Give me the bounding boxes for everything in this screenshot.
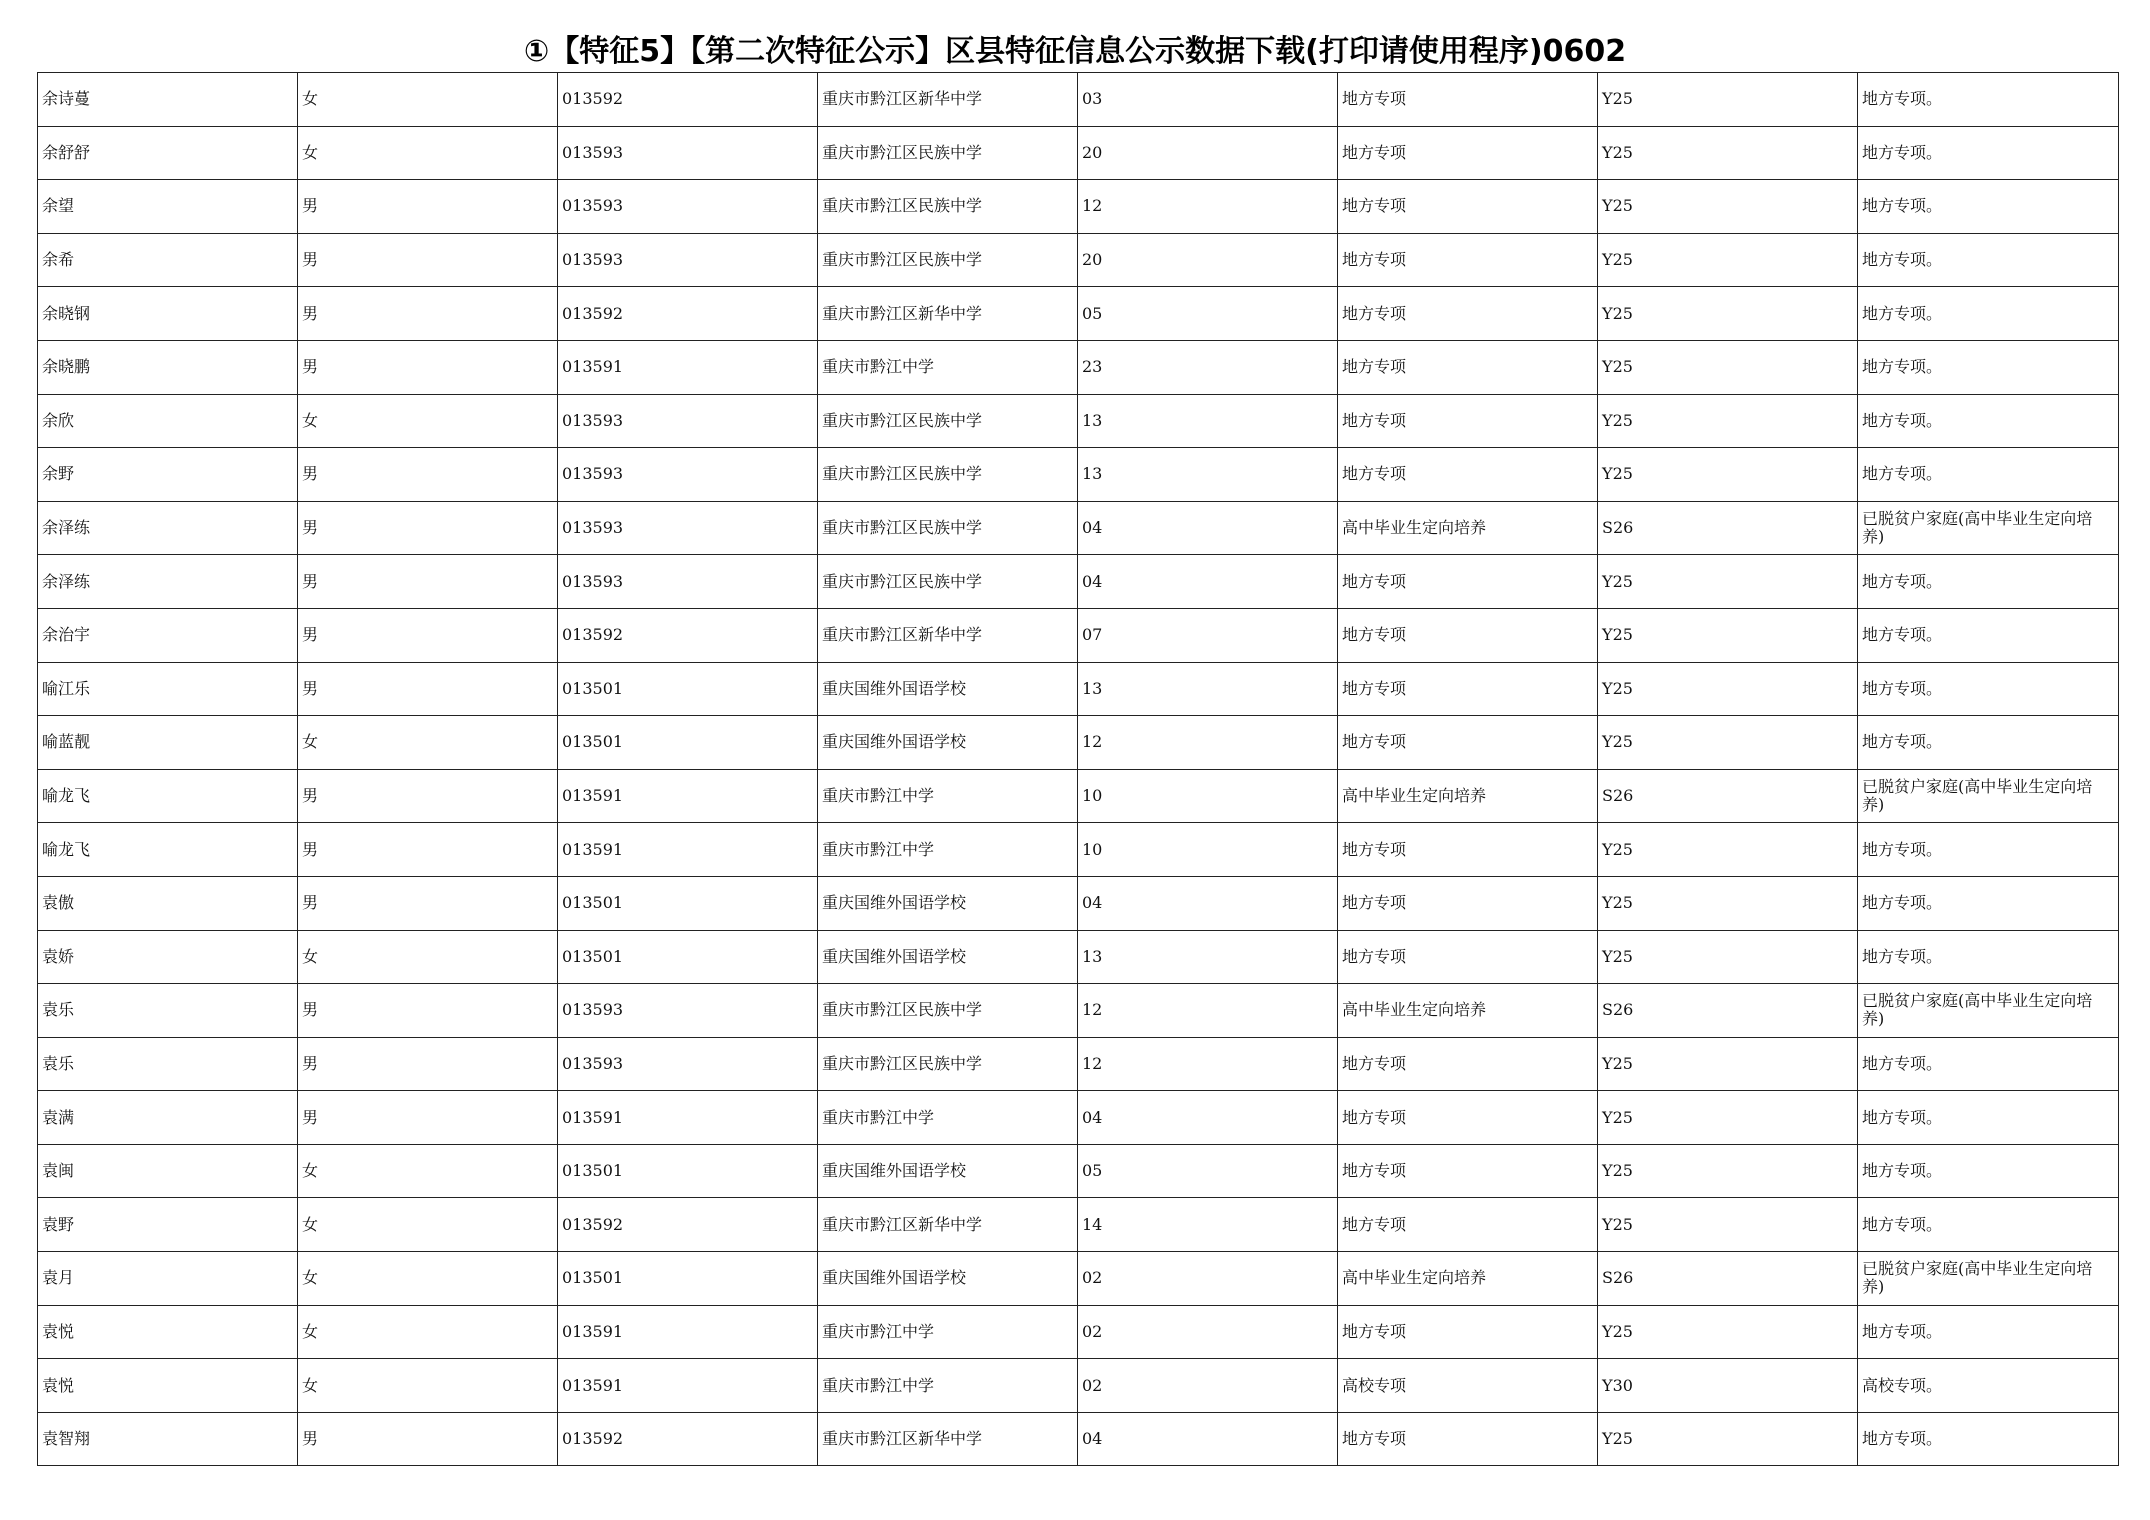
name-cell: 袁野: [38, 1198, 298, 1252]
class-cell: 04: [1078, 1091, 1338, 1145]
note-cell: 地方专项。: [1858, 1091, 2119, 1145]
table-row: [38, 662, 2119, 716]
class-cell: 05: [1078, 1144, 1338, 1198]
class-cell: 02: [1078, 1359, 1338, 1413]
table-row: [38, 448, 2119, 502]
class-cell: 12: [1078, 984, 1338, 1038]
name-cell: 喻龙飞: [38, 823, 298, 877]
school-code-cell: 013501: [558, 1144, 818, 1198]
program-type-cell: 地方专项: [1338, 876, 1598, 930]
gender-cell: 女: [298, 1144, 558, 1198]
note-cell: 地方专项。: [1858, 716, 2119, 770]
note-cell: 地方专项。: [1858, 930, 2119, 984]
program-type-cell: 地方专项: [1338, 287, 1598, 341]
table-row: [38, 233, 2119, 287]
school-code-cell: 013592: [558, 73, 818, 127]
program-code-cell: Y25: [1598, 608, 1858, 662]
school-name-cell: 重庆国维外国语学校: [818, 716, 1078, 770]
gender-cell: 男: [298, 340, 558, 394]
note-cell: 已脱贫户家庭(高中毕业生定向培养): [1858, 984, 2119, 1038]
gender-cell: 男: [298, 233, 558, 287]
school-name-cell: 重庆市黔江中学: [818, 823, 1078, 877]
class-cell: 20: [1078, 126, 1338, 180]
table-row: [38, 716, 2119, 770]
gender-cell: 男: [298, 984, 558, 1038]
program-type-cell: 地方专项: [1338, 555, 1598, 609]
school-code-cell: 013501: [558, 930, 818, 984]
note-cell: 地方专项。: [1858, 662, 2119, 716]
program-code-cell: Y25: [1598, 930, 1858, 984]
table-row: [38, 876, 2119, 930]
school-code-cell: 013592: [558, 1412, 818, 1466]
table-row: [38, 1412, 2119, 1466]
school-name-cell: 重庆市黔江中学: [818, 340, 1078, 394]
school-code-cell: 013501: [558, 876, 818, 930]
program-type-cell: 地方专项: [1338, 448, 1598, 502]
program-code-cell: Y25: [1598, 1412, 1858, 1466]
program-type-cell: 高中毕业生定向培养: [1338, 1252, 1598, 1306]
gender-cell: 男: [298, 180, 558, 234]
class-cell: 12: [1078, 716, 1338, 770]
class-cell: 10: [1078, 823, 1338, 877]
note-cell: 地方专项。: [1858, 73, 2119, 127]
gender-cell: 男: [298, 1037, 558, 1091]
program-code-cell: Y25: [1598, 1198, 1858, 1252]
note-cell: 地方专项。: [1858, 1412, 2119, 1466]
class-cell: 02: [1078, 1252, 1338, 1306]
program-code-cell: Y25: [1598, 823, 1858, 877]
school-code-cell: 013593: [558, 448, 818, 502]
note-cell: 地方专项。: [1858, 876, 2119, 930]
program-type-cell: 地方专项: [1338, 930, 1598, 984]
note-cell: 地方专项。: [1858, 1305, 2119, 1359]
class-cell: 13: [1078, 930, 1338, 984]
note-cell: 地方专项。: [1858, 1037, 2119, 1091]
name-cell: 袁满: [38, 1091, 298, 1145]
program-code-cell: Y25: [1598, 73, 1858, 127]
program-type-cell: 地方专项: [1338, 608, 1598, 662]
name-cell: 余舒舒: [38, 126, 298, 180]
program-type-cell: 地方专项: [1338, 180, 1598, 234]
school-name-cell: 重庆市黔江区民族中学: [818, 180, 1078, 234]
gender-cell: 女: [298, 394, 558, 448]
gender-cell: 女: [298, 1305, 558, 1359]
class-cell: 13: [1078, 662, 1338, 716]
note-cell: 地方专项。: [1858, 448, 2119, 502]
note-cell: 地方专项。: [1858, 823, 2119, 877]
class-cell: 23: [1078, 340, 1338, 394]
school-code-cell: 013593: [558, 1037, 818, 1091]
school-name-cell: 重庆市黔江区民族中学: [818, 448, 1078, 502]
name-cell: 余诗蔓: [38, 73, 298, 127]
gender-cell: 男: [298, 1412, 558, 1466]
program-code-cell: Y25: [1598, 448, 1858, 502]
class-cell: 13: [1078, 394, 1338, 448]
program-code-cell: Y25: [1598, 180, 1858, 234]
class-cell: 04: [1078, 876, 1338, 930]
program-type-cell: 地方专项: [1338, 233, 1598, 287]
note-cell: 地方专项。: [1858, 180, 2119, 234]
table-row: [38, 608, 2119, 662]
name-cell: 袁悦: [38, 1359, 298, 1413]
name-cell: 余晓鹏: [38, 340, 298, 394]
class-cell: 12: [1078, 1037, 1338, 1091]
gender-cell: 女: [298, 1198, 558, 1252]
school-name-cell: 重庆市黔江区新华中学: [818, 1198, 1078, 1252]
school-name-cell: 重庆市黔江区民族中学: [818, 984, 1078, 1038]
name-cell: 余治宇: [38, 608, 298, 662]
name-cell: 余野: [38, 448, 298, 502]
name-cell: 袁悦: [38, 1305, 298, 1359]
program-code-cell: Y25: [1598, 1305, 1858, 1359]
program-code-cell: Y25: [1598, 287, 1858, 341]
note-cell: 已脱贫户家庭(高中毕业生定向培养): [1858, 769, 2119, 823]
school-code-cell: 013592: [558, 287, 818, 341]
program-code-cell: Y25: [1598, 662, 1858, 716]
school-name-cell: 重庆市黔江区民族中学: [818, 555, 1078, 609]
school-name-cell: 重庆市黔江区新华中学: [818, 287, 1078, 341]
class-cell: 04: [1078, 1412, 1338, 1466]
class-cell: 07: [1078, 608, 1338, 662]
note-cell: 地方专项。: [1858, 287, 2119, 341]
table-row: [38, 984, 2119, 1038]
class-cell: 04: [1078, 555, 1338, 609]
school-name-cell: 重庆市黔江中学: [818, 1305, 1078, 1359]
gender-cell: 女: [298, 930, 558, 984]
gender-cell: 男: [298, 448, 558, 502]
name-cell: 袁乐: [38, 984, 298, 1038]
school-name-cell: 重庆市黔江中学: [818, 1091, 1078, 1145]
school-code-cell: 013591: [558, 1305, 818, 1359]
program-code-cell: Y25: [1598, 126, 1858, 180]
school-code-cell: 013593: [558, 501, 818, 555]
table-row: [38, 1198, 2119, 1252]
gender-cell: 男: [298, 501, 558, 555]
program-code-cell: Y25: [1598, 1144, 1858, 1198]
program-type-cell: 地方专项: [1338, 1037, 1598, 1091]
school-code-cell: 013591: [558, 769, 818, 823]
program-type-cell: 地方专项: [1338, 662, 1598, 716]
program-code-cell: Y25: [1598, 233, 1858, 287]
note-cell: 地方专项。: [1858, 1198, 2119, 1252]
school-code-cell: 013501: [558, 1252, 818, 1306]
table-row: [38, 1252, 2119, 1306]
school-code-cell: 013593: [558, 180, 818, 234]
program-type-cell: 地方专项: [1338, 1198, 1598, 1252]
gender-cell: 男: [298, 608, 558, 662]
roster-table: [37, 72, 2119, 1466]
school-code-cell: 013593: [558, 555, 818, 609]
program-code-cell: Y25: [1598, 1091, 1858, 1145]
school-name-cell: 重庆国维外国语学校: [818, 1252, 1078, 1306]
school-name-cell: 重庆市黔江区民族中学: [818, 233, 1078, 287]
name-cell: 喻龙飞: [38, 769, 298, 823]
note-cell: 地方专项。: [1858, 608, 2119, 662]
program-code-cell: Y25: [1598, 394, 1858, 448]
gender-cell: 男: [298, 555, 558, 609]
program-type-cell: 高中毕业生定向培养: [1338, 501, 1598, 555]
class-cell: 20: [1078, 233, 1338, 287]
school-name-cell: 重庆市黔江中学: [818, 1359, 1078, 1413]
note-cell: 已脱贫户家庭(高中毕业生定向培养): [1858, 1252, 2119, 1306]
school-name-cell: 重庆国维外国语学校: [818, 662, 1078, 716]
note-cell: 地方专项。: [1858, 340, 2119, 394]
program-type-cell: 高中毕业生定向培养: [1338, 984, 1598, 1038]
note-cell: 高校专项。: [1858, 1359, 2119, 1413]
class-cell: 03: [1078, 73, 1338, 127]
school-code-cell: 013591: [558, 1091, 818, 1145]
school-code-cell: 013591: [558, 340, 818, 394]
name-cell: 袁傲: [38, 876, 298, 930]
table-row: [38, 1359, 2119, 1413]
name-cell: 余晓钢: [38, 287, 298, 341]
program-code-cell: Y25: [1598, 876, 1858, 930]
school-name-cell: 重庆市黔江中学: [818, 769, 1078, 823]
gender-cell: 女: [298, 716, 558, 770]
page-title: ①【特征5】【第二次特征公示】区县特征信息公示数据下载(打印请使用程序)0602: [523, 34, 1627, 69]
program-type-cell: 地方专项: [1338, 823, 1598, 877]
table-row: [38, 340, 2119, 394]
table-row: [38, 126, 2119, 180]
program-code-cell: S26: [1598, 769, 1858, 823]
school-name-cell: 重庆市黔江区新华中学: [818, 608, 1078, 662]
table-row: [38, 555, 2119, 609]
program-code-cell: S26: [1598, 1252, 1858, 1306]
table-row: [38, 823, 2119, 877]
program-type-cell: 地方专项: [1338, 1091, 1598, 1145]
gender-cell: 男: [298, 769, 558, 823]
gender-cell: 女: [298, 1252, 558, 1306]
program-type-cell: 地方专项: [1338, 73, 1598, 127]
table-row: [38, 73, 2119, 127]
school-name-cell: 重庆市黔江区新华中学: [818, 1412, 1078, 1466]
name-cell: 袁月: [38, 1252, 298, 1306]
name-cell: 余欣: [38, 394, 298, 448]
class-cell: 02: [1078, 1305, 1338, 1359]
school-name-cell: 重庆市黔江区民族中学: [818, 501, 1078, 555]
note-cell: 地方专项。: [1858, 1144, 2119, 1198]
school-code-cell: 013591: [558, 823, 818, 877]
name-cell: 袁智翔: [38, 1412, 298, 1466]
name-cell: 余泽练: [38, 501, 298, 555]
school-code-cell: 013593: [558, 126, 818, 180]
table-row: [38, 287, 2119, 341]
table-row: [38, 1144, 2119, 1198]
table-row: [38, 930, 2119, 984]
note-cell: 地方专项。: [1858, 233, 2119, 287]
school-name-cell: 重庆国维外国语学校: [818, 876, 1078, 930]
name-cell: 袁闽: [38, 1144, 298, 1198]
note-cell: 地方专项。: [1858, 126, 2119, 180]
school-code-cell: 013593: [558, 233, 818, 287]
program-code-cell: Y25: [1598, 340, 1858, 394]
table-row: [38, 1037, 2119, 1091]
table-row: [38, 394, 2119, 448]
class-cell: 14: [1078, 1198, 1338, 1252]
note-cell: 地方专项。: [1858, 394, 2119, 448]
gender-cell: 女: [298, 1359, 558, 1413]
program-type-cell: 地方专项: [1338, 394, 1598, 448]
name-cell: 余希: [38, 233, 298, 287]
name-cell: 余泽练: [38, 555, 298, 609]
name-cell: 余望: [38, 180, 298, 234]
note-cell: 地方专项。: [1858, 555, 2119, 609]
program-code-cell: Y25: [1598, 716, 1858, 770]
table-row: [38, 1305, 2119, 1359]
gender-cell: 男: [298, 876, 558, 930]
school-code-cell: 013501: [558, 662, 818, 716]
school-name-cell: 重庆国维外国语学校: [818, 930, 1078, 984]
note-cell: 已脱贫户家庭(高中毕业生定向培养): [1858, 501, 2119, 555]
program-type-cell: 高校专项: [1338, 1359, 1598, 1413]
school-code-cell: 013592: [558, 608, 818, 662]
class-cell: 12: [1078, 180, 1338, 234]
table-row: [38, 501, 2119, 555]
name-cell: 袁乐: [38, 1037, 298, 1091]
name-cell: 喻江乐: [38, 662, 298, 716]
class-cell: 05: [1078, 287, 1338, 341]
class-cell: 10: [1078, 769, 1338, 823]
class-cell: 13: [1078, 448, 1338, 502]
program-type-cell: 地方专项: [1338, 716, 1598, 770]
school-name-cell: 重庆市黔江区新华中学: [818, 73, 1078, 127]
school-code-cell: 013591: [558, 1359, 818, 1413]
table-row: [38, 1091, 2119, 1145]
program-code-cell: S26: [1598, 984, 1858, 1038]
school-code-cell: 013593: [558, 394, 818, 448]
roster-body: [38, 73, 2119, 1466]
school-name-cell: 重庆市黔江区民族中学: [818, 1037, 1078, 1091]
program-code-cell: Y25: [1598, 1037, 1858, 1091]
program-code-cell: S26: [1598, 501, 1858, 555]
gender-cell: 男: [298, 823, 558, 877]
school-code-cell: 013501: [558, 716, 818, 770]
class-cell: 04: [1078, 501, 1338, 555]
program-type-cell: 地方专项: [1338, 1305, 1598, 1359]
name-cell: 袁娇: [38, 930, 298, 984]
school-code-cell: 013593: [558, 984, 818, 1038]
program-code-cell: Y30: [1598, 1359, 1858, 1413]
gender-cell: 女: [298, 73, 558, 127]
table-row: [38, 769, 2119, 823]
school-name-cell: 重庆市黔江区民族中学: [818, 126, 1078, 180]
gender-cell: 女: [298, 126, 558, 180]
gender-cell: 男: [298, 662, 558, 716]
program-type-cell: 地方专项: [1338, 1144, 1598, 1198]
program-type-cell: 地方专项: [1338, 340, 1598, 394]
program-type-cell: 高中毕业生定向培养: [1338, 769, 1598, 823]
school-code-cell: 013592: [558, 1198, 818, 1252]
gender-cell: 男: [298, 1091, 558, 1145]
gender-cell: 男: [298, 287, 558, 341]
table-row: [38, 180, 2119, 234]
school-name-cell: 重庆国维外国语学校: [818, 1144, 1078, 1198]
name-cell: 喻蓝靓: [38, 716, 298, 770]
program-type-cell: 地方专项: [1338, 1412, 1598, 1466]
program-code-cell: Y25: [1598, 555, 1858, 609]
program-type-cell: 地方专项: [1338, 126, 1598, 180]
school-name-cell: 重庆市黔江区民族中学: [818, 394, 1078, 448]
